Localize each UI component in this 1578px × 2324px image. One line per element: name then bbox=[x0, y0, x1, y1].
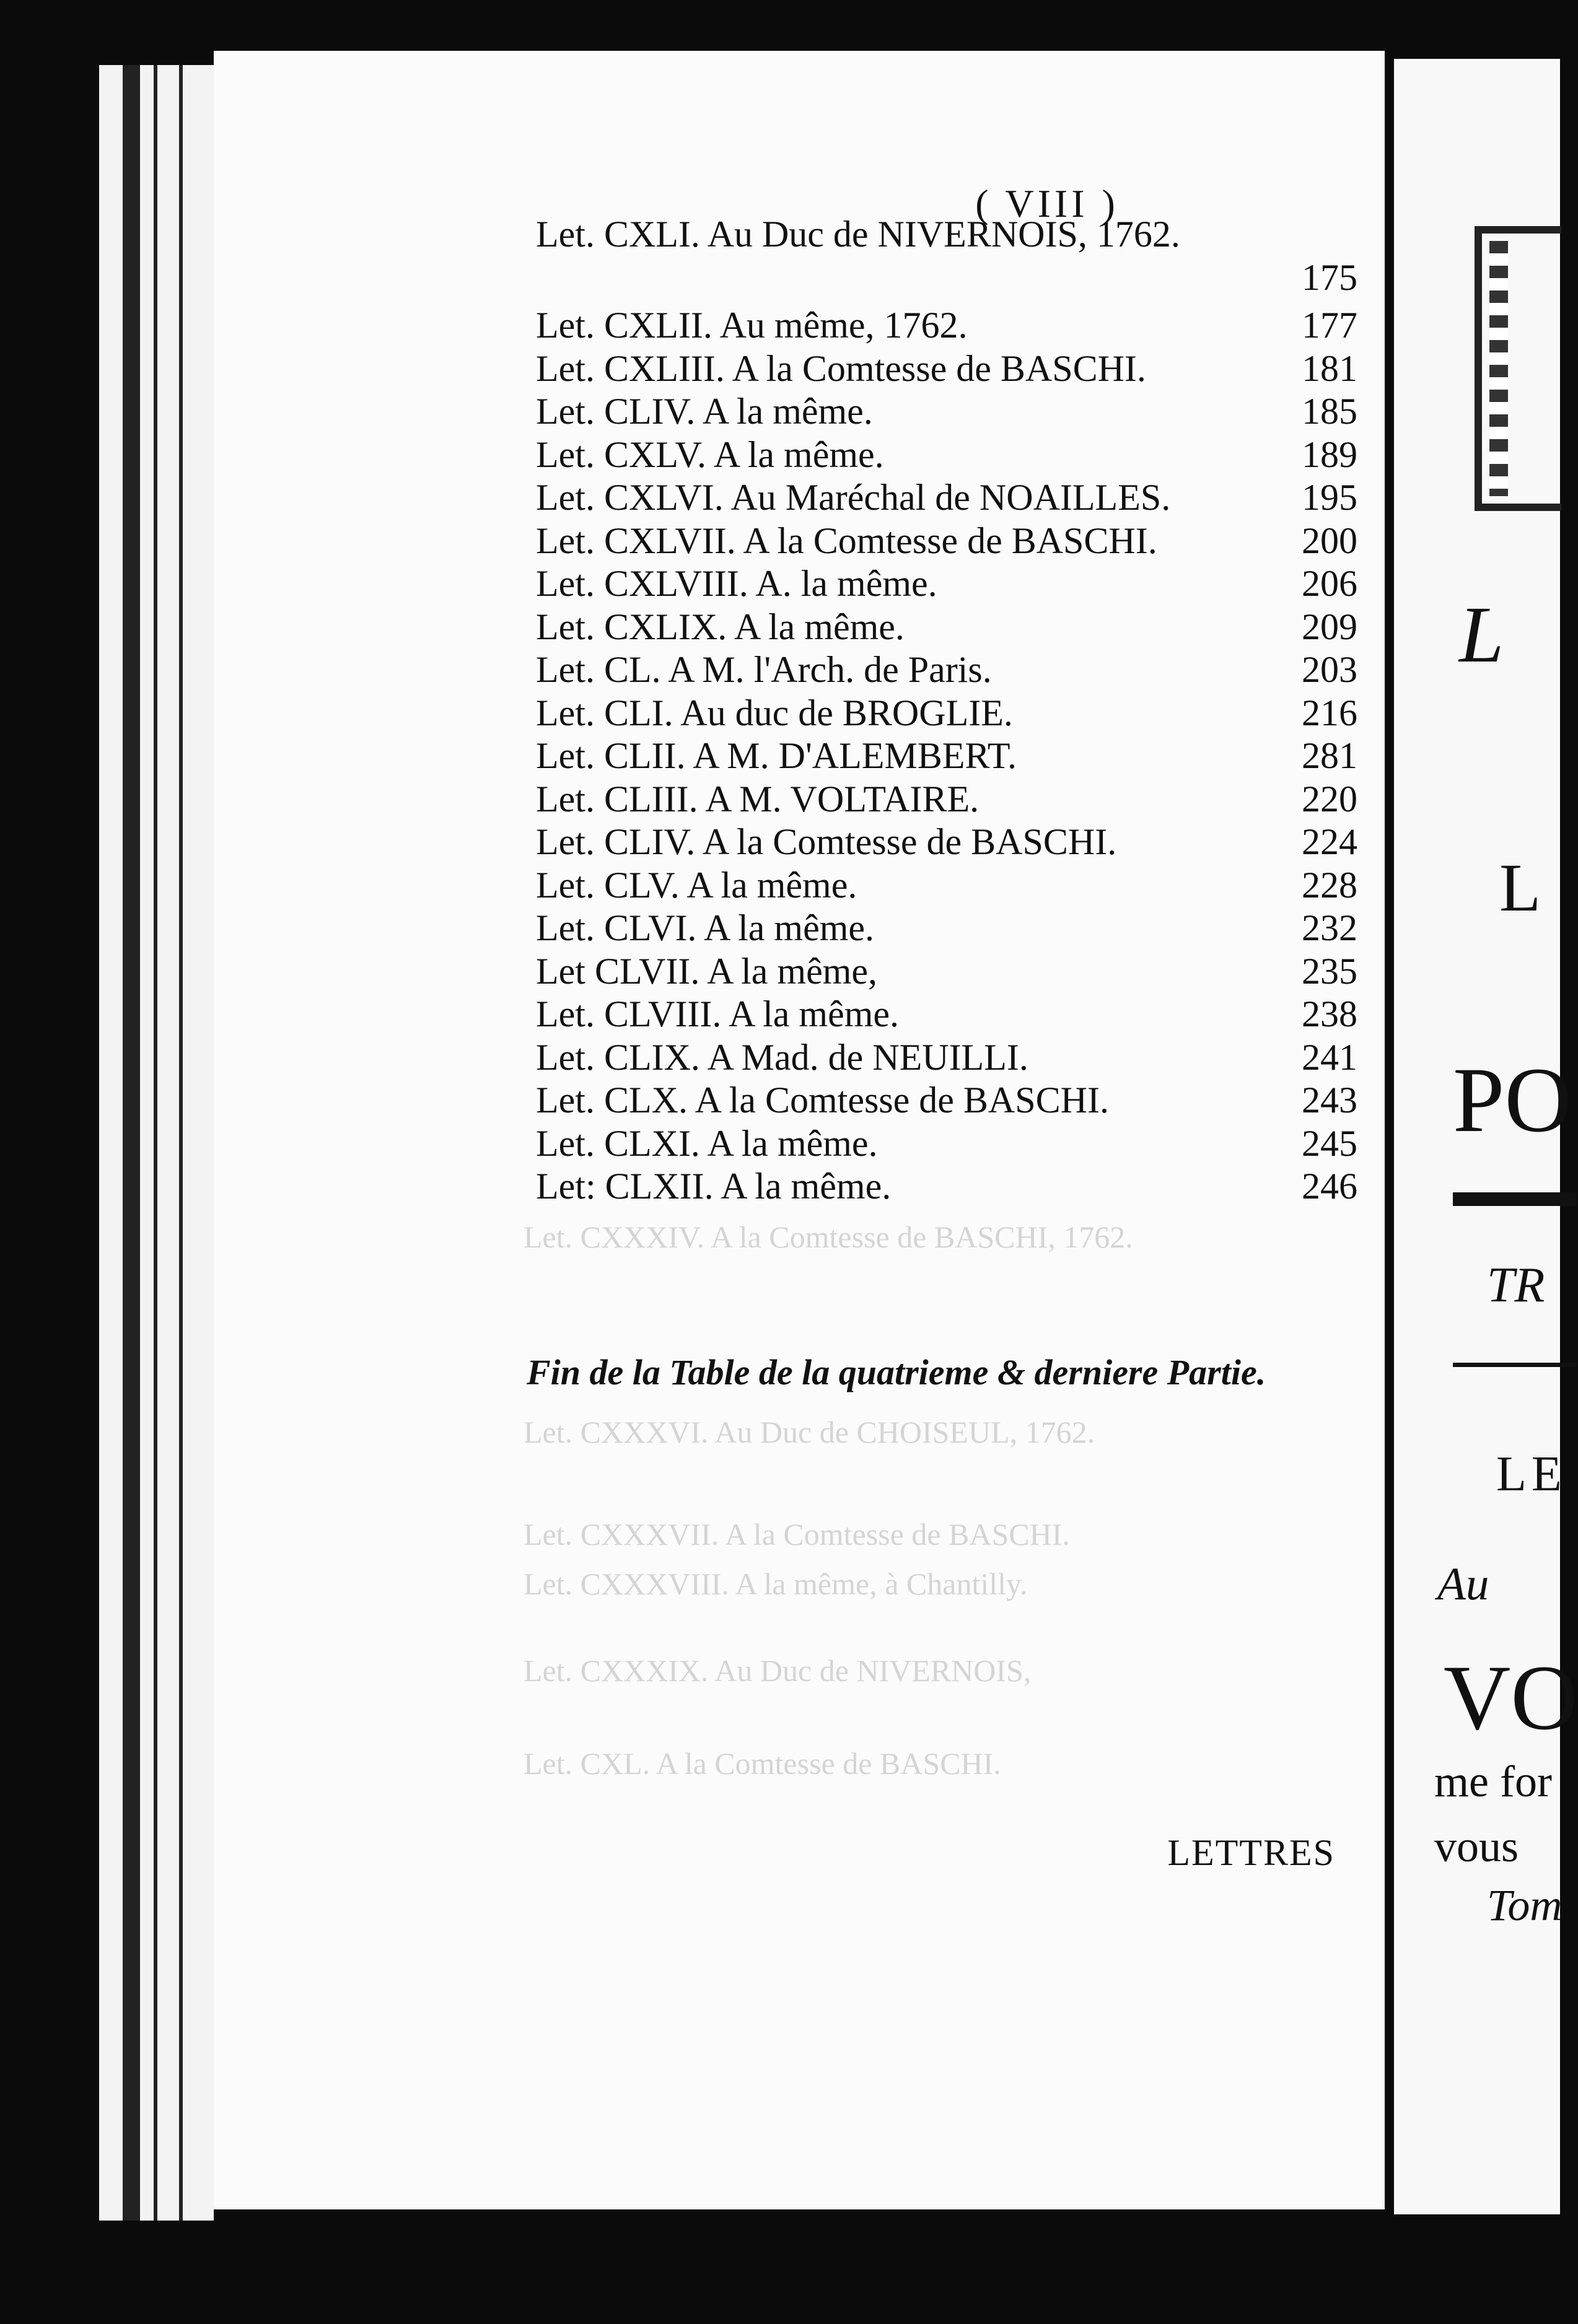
letter-title: Let. CL. A M. l'Arch. de Paris. bbox=[536, 649, 992, 690]
toc-entry bbox=[214, 862, 1385, 909]
page-number: 181 bbox=[1302, 348, 1357, 389]
toc-entry bbox=[214, 431, 1385, 478]
toc-entry bbox=[214, 689, 1385, 736]
letter-title: Let. CLIX. A Mad. de NEUILLI. bbox=[536, 1037, 1028, 1078]
letter-title: Let. CLIV. A la même. bbox=[536, 391, 873, 432]
facing-fragment: Au bbox=[1437, 1558, 1489, 1610]
facing-page bbox=[1394, 59, 1578, 2214]
letter-title: Let. CXLV. A la même. bbox=[536, 434, 884, 475]
facing-fragment: PO bbox=[1453, 1049, 1572, 1151]
toc-entry bbox=[214, 732, 1385, 779]
toc-entry bbox=[214, 474, 1385, 521]
page-number: 195 bbox=[1302, 477, 1357, 518]
letter-title: Let. CLVI. A la même. bbox=[536, 907, 875, 948]
toc-entry bbox=[214, 560, 1385, 607]
toc-entry bbox=[214, 1120, 1385, 1167]
letter-title: Let. CXLIII. A la Comtesse de BASCHI. bbox=[536, 348, 1146, 389]
page-header: ( VIII ) bbox=[975, 181, 1119, 225]
page-number: 235 bbox=[1302, 951, 1357, 992]
toc-entry bbox=[214, 948, 1385, 995]
facing-fragment: L bbox=[1459, 590, 1504, 679]
ornament-frame bbox=[1475, 226, 1561, 511]
page-number: 206 bbox=[1302, 563, 1357, 604]
letter-title: Let. CXLVII. A la Comtesse de BASCHI. bbox=[536, 520, 1157, 561]
letter-title: Let. CLII. A M. D'ALEMBERT. bbox=[536, 735, 1017, 776]
toc-entry bbox=[214, 775, 1385, 823]
letter-title: Let. CXLII. Au même, 1762. bbox=[536, 305, 968, 346]
letter-title: Let. CLXI. A la même. bbox=[536, 1123, 878, 1164]
toc-entry bbox=[214, 1077, 1385, 1124]
page-number: 189 bbox=[1302, 434, 1357, 475]
facing-fragment: TR bbox=[1487, 1258, 1545, 1313]
toc-entry bbox=[214, 646, 1385, 693]
toc-entry bbox=[214, 254, 1385, 301]
toc-entry bbox=[214, 345, 1385, 392]
facing-fragment: LE bbox=[1496, 1447, 1567, 1501]
book-page: ( VIII ) Let. CXLI. Au Duc de NIVERNOIS, 1762. 175 Let. CXLII. Au même, 1762. 177 Let. CXLIII. A la Comtesse de BASCHI. 181 Let. CLIV. A la même. 185 Let. CXLV. A la même. 189 Let. CXLVI. Au Maréchal de NOAILLES. 195 Let. CXLVII. A la Comtesse de BASCHI. 200 Let. CXLVIII. A. la même. 206 Let. CXLIX. A la même. 209 Let. CL. A M. l'Arch. de Paris. 203 Let. CLI. Au duc de BROGLIE. 216 Let. CLII. A M. D'ALEMBERT. 281 Let. CLIII. A M. VOLTAIRE. 220 Let. CLIV. A la Comtesse de BASCHI. 224 Let. CLV. A la même. 228 Let. CLVI. A la même. 232 Let CLVII. A la même, 235 Let. CLVIII. A la même. 238 Let. CLIX. A Mad. de NEUILLI. 241 Let. CLX. A la Comtesse de BASCHI. 243 Let. CLXI. A la même. 245 Let: CLXII. A la même. 246 Let. CXXXIV. A la Comtesse de BASCHI, 1762. Let. CXXXVI. Au Duc de CHOISEUL, 1762. Let. CXXXVII. A la Comtesse de BASCHI. Let. CXXXVIII. A la même, à Chantilly. Let. CXXXIX. Au Duc de NIVERNOIS, Let. CXL. A la Comtesse de BASCHI. Fin de la Table de la quatrieme & derniere Partie. LETTRES bbox=[214, 51, 1385, 2209]
page-number: 200 bbox=[1302, 520, 1357, 561]
letter-title: Let. CLV. A la même. bbox=[536, 865, 857, 906]
page-number: 232 bbox=[1302, 907, 1357, 948]
page-number: 175 bbox=[1302, 257, 1357, 298]
letter-title: Let: CLXII. A la même. bbox=[536, 1166, 892, 1207]
toc-entry bbox=[214, 990, 1385, 1038]
toc-entry bbox=[214, 818, 1385, 865]
page-number: 241 bbox=[1302, 1037, 1357, 1078]
letter-title: Let. CXLVIII. A. la même. bbox=[536, 563, 937, 604]
letter-title: Let. CLVIII. A la même. bbox=[536, 994, 899, 1034]
toc-entry bbox=[214, 1034, 1385, 1081]
page-edges bbox=[99, 65, 214, 2221]
page-number: 185 bbox=[1302, 391, 1357, 432]
page-number: 216 bbox=[1302, 692, 1357, 733]
facing-fragment: VO bbox=[1444, 1646, 1578, 1749]
facing-fragment: Tom bbox=[1487, 1881, 1563, 1930]
catchword: LETTRES bbox=[1167, 1832, 1335, 1873]
page-number: 228 bbox=[1302, 865, 1357, 906]
page-number: 245 bbox=[1302, 1123, 1357, 1164]
table-end-note: Fin de la Table de la quatrieme & derniere Partie. bbox=[527, 1352, 1266, 1392]
page-number: 246 bbox=[1302, 1166, 1357, 1207]
letter-title: Let. CLIII. A M. VOLTAIRE. bbox=[536, 779, 980, 819]
facing-fragment: me for bbox=[1434, 1757, 1552, 1806]
toc-entry bbox=[214, 302, 1385, 349]
letter-title: Let. CXLI. Au Duc de NIVERNOIS, 1762. bbox=[536, 214, 1180, 255]
page-number: 281 bbox=[1302, 735, 1357, 776]
letter-title: Let. CXLIX. A la même. bbox=[536, 606, 905, 647]
page-number: 224 bbox=[1302, 821, 1357, 862]
toc-entry bbox=[214, 211, 1385, 258]
toc-entry bbox=[214, 1163, 1385, 1210]
page-number: 238 bbox=[1302, 994, 1357, 1034]
toc-entry bbox=[214, 904, 1385, 951]
toc-entry bbox=[214, 517, 1385, 564]
page-number: 203 bbox=[1302, 649, 1357, 690]
letter-title: Let. CXLVI. Au Maréchal de NOAILLES. bbox=[536, 477, 1171, 518]
letter-title: Let. CLIV. A la Comtesse de BASCHI. bbox=[536, 821, 1117, 862]
page-number: 243 bbox=[1302, 1080, 1357, 1120]
page-number: 220 bbox=[1302, 779, 1357, 819]
letter-title: Let. CLX. A la Comtesse de BASCHI. bbox=[536, 1080, 1109, 1120]
divider bbox=[1453, 1363, 1577, 1367]
divider bbox=[1453, 1192, 1577, 1206]
facing-fragment: vous bbox=[1434, 1822, 1519, 1871]
letter-title: Let. CLI. Au duc de BROGLIE. bbox=[536, 692, 1013, 733]
page-number: 177 bbox=[1302, 305, 1357, 346]
facing-fragment: L bbox=[1499, 850, 1541, 925]
toc-entry bbox=[214, 388, 1385, 435]
letter-title: Let CLVII. A la même, bbox=[536, 951, 878, 992]
toc-entry bbox=[214, 603, 1385, 650]
page-number: 209 bbox=[1302, 606, 1357, 647]
